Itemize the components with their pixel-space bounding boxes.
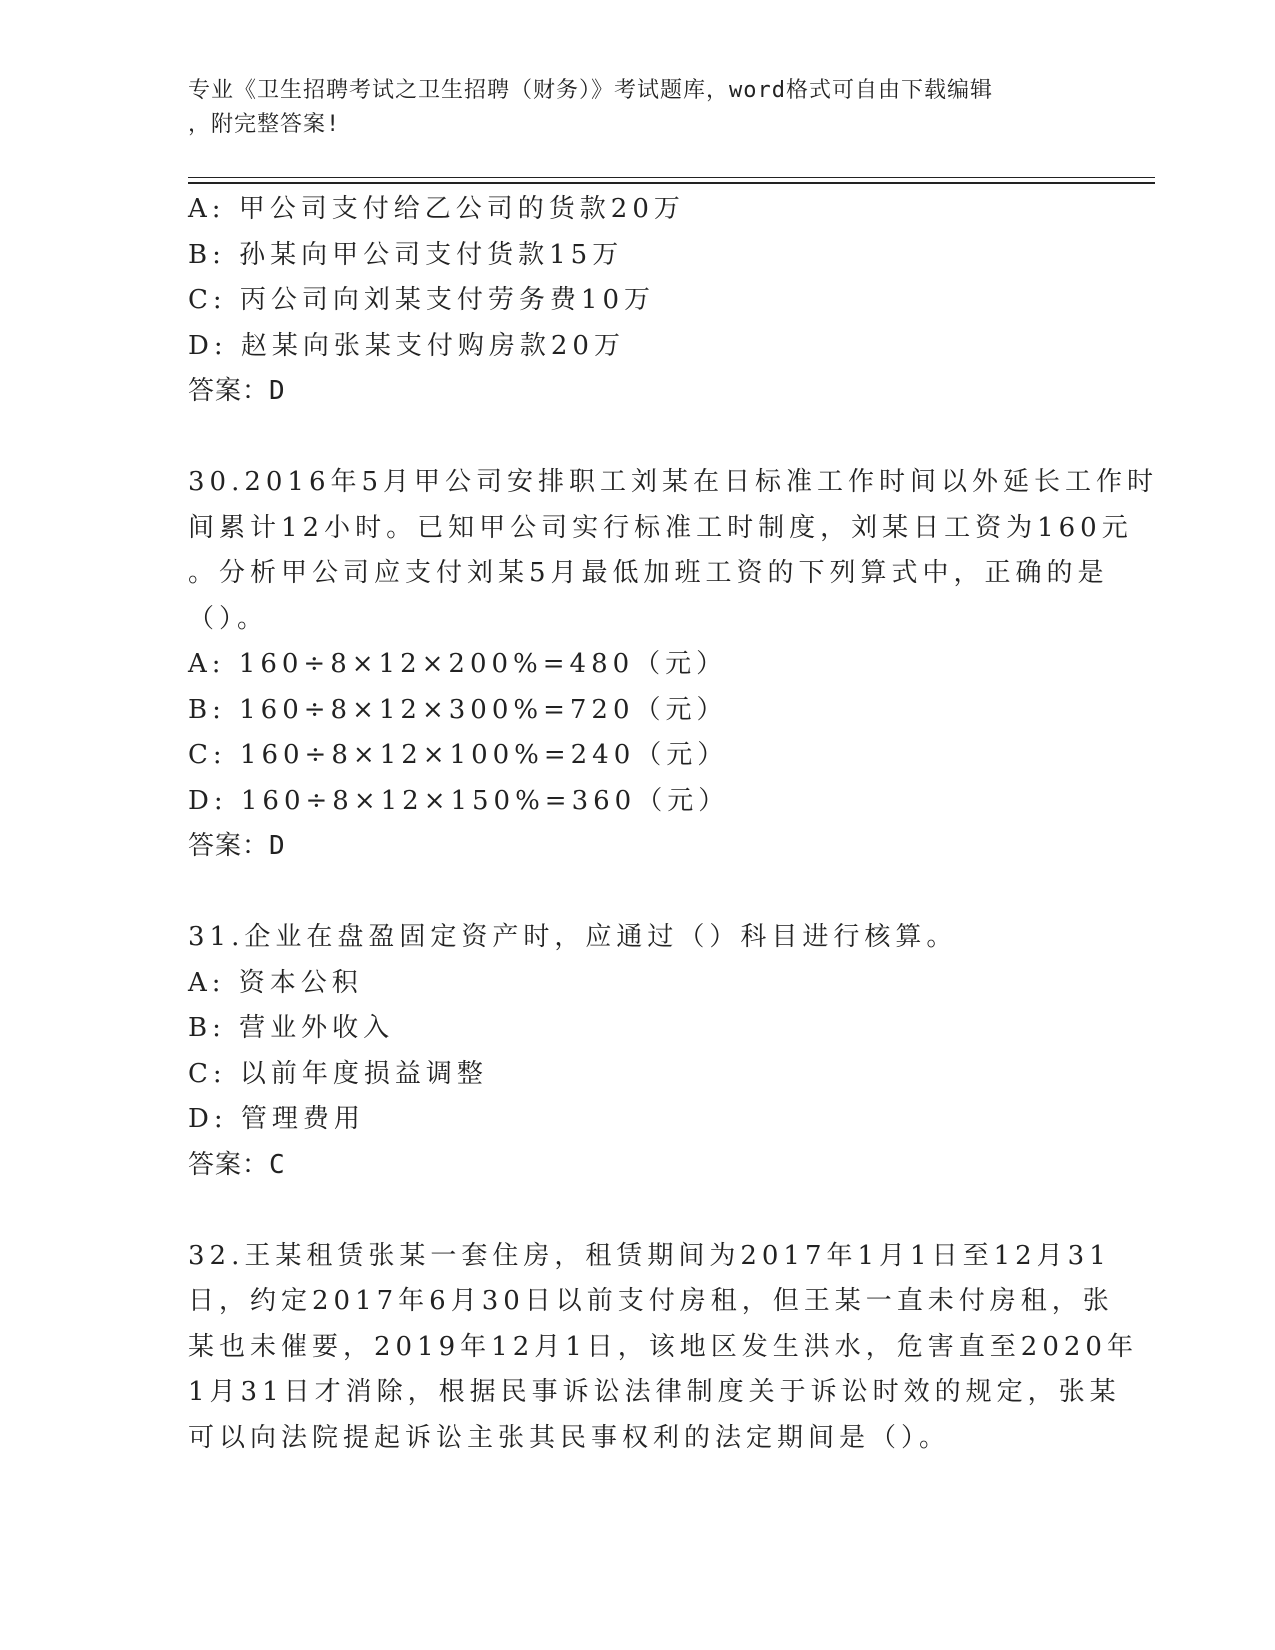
block-spacer <box>188 1188 1088 1234</box>
question-text: （）。 <box>188 603 269 634</box>
question-text: 。分析甲公司应支付刘某5月最低加班工资的下列算式中，正确的是 <box>188 558 1109 588</box>
question-text: 日，约定2017年6月30日以前支付房租，但王某一直未付房租，张 <box>188 1286 1114 1316</box>
question-block <box>188 1234 1138 1462</box>
question-text: 31.企业在盘盈固定资产时，应通过（）科目进行核算。 <box>188 922 958 952</box>
question-text: 间累计12小时。已知甲公司实行标准工时制度，刘某日工资为160元 <box>188 512 1133 543</box>
question-text: 1月31日才消除，根据民事诉讼法律制度关于诉讼时效的规定，张某 <box>188 1377 1121 1407</box>
header-rule-thin <box>188 177 1155 178</box>
option-text: C: 以前年度损益调整 <box>188 1058 488 1089</box>
option-text: B: 营业外收入 <box>188 1013 395 1043</box>
option-text: A: 160÷8×12×200%=480（元） <box>188 649 728 679</box>
question-text: 32.王某租赁张某一套住房，租赁期间为2017年1月1日至12月31 <box>188 1240 1111 1271</box>
option-text: A: 甲公司支付给乙公司的货款20万 <box>188 194 685 224</box>
answer-text: 答案：D <box>188 376 286 406</box>
option-text: B: 孙某向甲公司支付货款15万 <box>188 239 624 270</box>
answer-text: 答案：C <box>188 1149 286 1180</box>
answer-text: 答案：D <box>188 831 286 861</box>
option-text: C: 丙公司向刘某支付劳务费10万 <box>188 285 656 315</box>
block-spacer <box>188 870 1088 916</box>
header-line: ，附完整答案! <box>188 112 341 137</box>
document-header <box>188 74 1068 142</box>
question-block <box>188 460 1159 870</box>
header-rule-thick <box>188 182 1155 184</box>
option-text: D: 赵某向张某支付购房款20万 <box>188 330 625 361</box>
question-block <box>188 915 1088 1188</box>
question-text: 某也未催要，2019年12月1日，该地区发生洪水，危害直至2020年 <box>188 1331 1138 1362</box>
block-spacer <box>188 415 1088 461</box>
question-text: 可以向法院提起诉讼主张其民事权利的法定期间是（）。 <box>188 1422 951 1453</box>
option-text: D: 管理费用 <box>188 1104 365 1134</box>
option-text: B: 160÷8×12×300%=720（元） <box>188 694 728 725</box>
option-text: A: 资本公积 <box>188 967 363 998</box>
header-line: 专业《卫生招聘考试之卫生招聘（财务）》考试题库，word格式可自由下载编辑 <box>188 78 993 103</box>
option-text: D: 160÷8×12×150%=360（元） <box>188 785 730 816</box>
question-block <box>188 187 1088 415</box>
question-list <box>188 187 1159 1461</box>
question-text: 30.2016年5月甲公司安排职工刘某在日标准工作时间以外延长工作时 <box>188 467 1159 497</box>
option-text: C: 160÷8×12×100%=240（元） <box>188 740 729 770</box>
